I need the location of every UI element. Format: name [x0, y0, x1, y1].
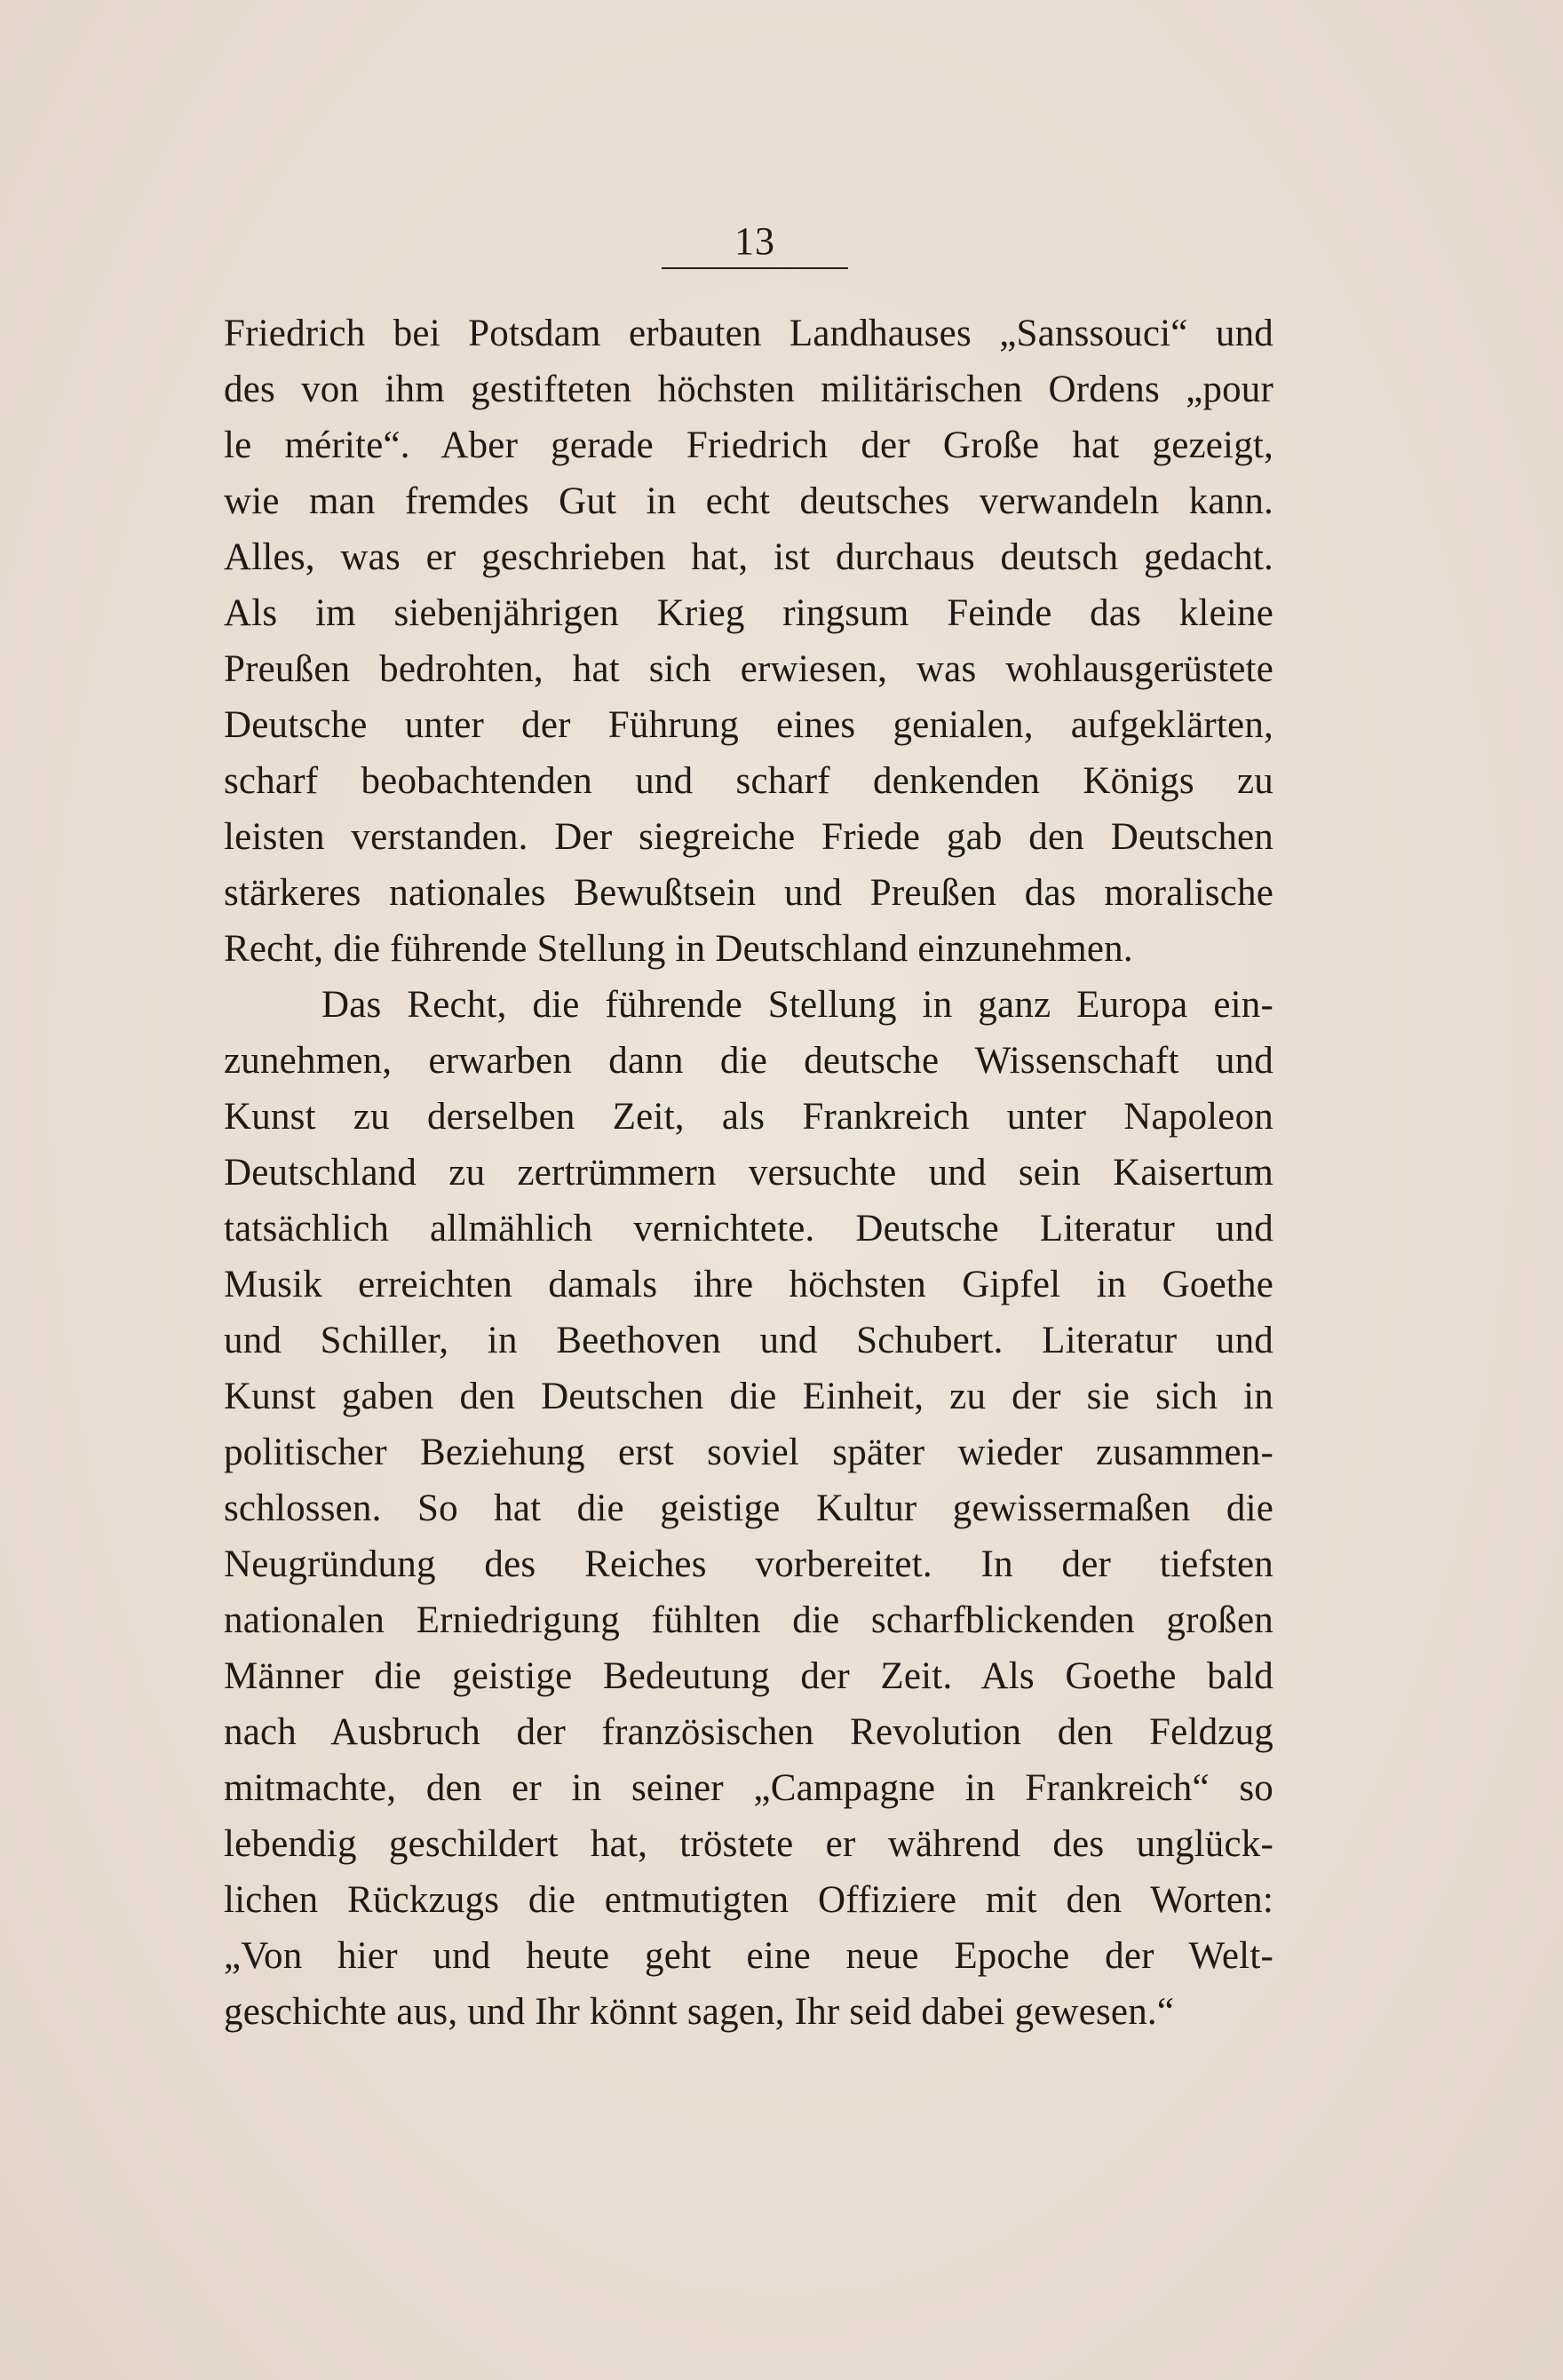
- text-line: lichen Rückzugs die entmutigten Offiziere mit den Worten:: [224, 1879, 1273, 1921]
- text-line: Das Recht, die führende Stellung in ganz Europa ein-: [321, 984, 1273, 1026]
- text-line: Deutschland zu zertrümmern versuchte und sein Kaisertum: [224, 1152, 1273, 1194]
- text-line: Deutsche unter der Führung eines genialen, aufgeklärten,: [224, 704, 1273, 746]
- text-line: Kunst zu derselben Zeit, als Frankreich unter Napoleon: [224, 1096, 1273, 1138]
- text-line: des von ihm gestifteten höchsten militärischen Ordens „pour: [224, 369, 1273, 410]
- page-number-rule: [662, 267, 848, 269]
- text-line: Als im siebenjährigen Krieg ringsum Feinde das kleine: [224, 592, 1273, 634]
- text-line: nationalen Erniedrigung fühlten die scharfblickenden großen: [224, 1599, 1273, 1641]
- page-number: 13: [734, 219, 775, 263]
- text-line: zunehmen, erwarben dann die deutsche Wissenschaft und: [224, 1040, 1273, 1082]
- text-line: „Von hier und heute geht eine neue Epoche der Welt-: [224, 1935, 1273, 1977]
- text-line: stärkeres nationales Bewußtsein und Preußen das moralische: [224, 872, 1273, 914]
- text-line: Preußen bedrohten, hat sich erwiesen, was wohlausgerüstete: [224, 648, 1273, 690]
- text-line: tatsächlich allmählich vernichtete. Deutsche Literatur und: [224, 1208, 1273, 1250]
- text-line: leisten verstanden. Der siegreiche Friede gab den Deutschen: [224, 816, 1273, 858]
- text-line: le mérite“. Aber gerade Friedrich der Große hat gezeigt,: [224, 424, 1273, 466]
- text-line: politischer Beziehung erst soviel später wieder zusammen-: [224, 1432, 1273, 1473]
- text-line: scharf beobachtenden und scharf denkenden Königs zu: [224, 760, 1273, 802]
- text-line: Friedrich bei Potsdam erbauten Landhauses „Sanssouci“ und: [224, 313, 1273, 354]
- text-line: schlossen. So hat die geistige Kultur gewissermaßen die: [224, 1488, 1273, 1529]
- text-line: geschichte aus, und Ihr könnt sagen, Ihr seid dabei gewesen.“: [224, 1991, 1175, 2033]
- body-text: [224, 305, 1273, 2040]
- text-line: und Schiller, in Beethoven und Schubert. Literatur und: [224, 1320, 1273, 1361]
- text-line: lebendig geschildert hat, tröstete er während des unglück-: [224, 1823, 1273, 1865]
- text-line: Recht, die führende Stellung in Deutschland einzunehmen.: [224, 928, 1133, 970]
- text-line: Musik erreichten damals ihre höchsten Gipfel in Goethe: [224, 1264, 1273, 1305]
- text-line: nach Ausbruch der französischen Revolution den Feldzug: [224, 1711, 1273, 1753]
- text-line: Kunst gaben den Deutschen die Einheit, zu der sie sich in: [224, 1376, 1273, 1417]
- text-line: Neugründung des Reiches vorbereitet. In der tiefsten: [224, 1543, 1273, 1585]
- text-line: wie man fremdes Gut in echt deutsches verwandeln kann.: [224, 480, 1273, 522]
- text-line: Alles, was er geschrieben hat, ist durchaus deutsch gedacht.: [224, 536, 1273, 578]
- text-line: mitmachte, den er in seiner „Campagne in Frankreich“ so: [224, 1767, 1273, 1809]
- text-line: Männer die geistige Bedeutung der Zeit. Als Goethe bald: [224, 1655, 1273, 1697]
